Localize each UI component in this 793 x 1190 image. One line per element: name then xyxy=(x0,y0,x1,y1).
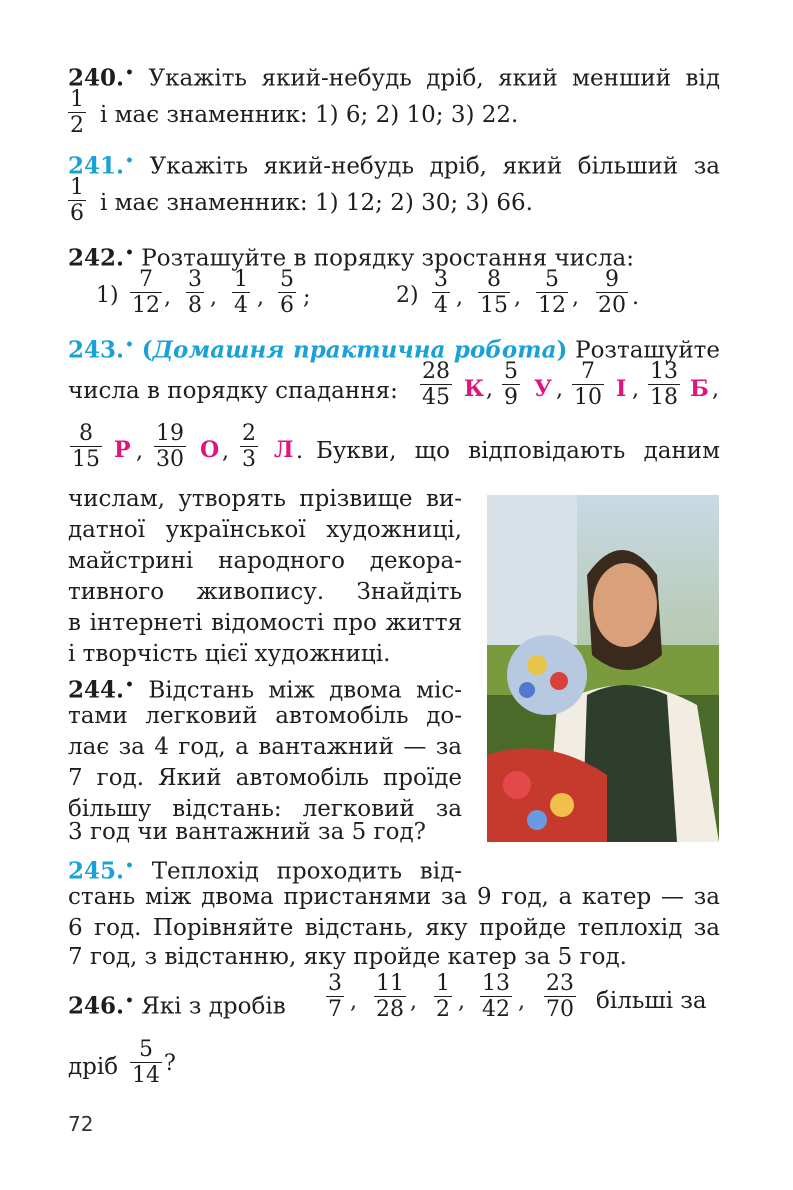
text-line: числам, утворять прізвище ви- xyxy=(68,486,462,512)
problem-243-line2: числа в порядку спадання: xyxy=(68,378,398,404)
fraction: 13 42 xyxy=(482,971,510,1022)
fraction: 3 7 xyxy=(328,971,342,1022)
text-line: більші за xyxy=(596,988,707,1014)
letter-u: У xyxy=(534,376,552,402)
text-line: майстрині народного декора- xyxy=(68,548,462,574)
page-number: 72 xyxy=(68,1112,94,1136)
fraction: 2 3 xyxy=(242,421,256,472)
text-line: лає за 4 год, а вантажний — за xyxy=(68,734,462,760)
fraction: 23 70 xyxy=(546,971,574,1022)
problem-240-number: 240. xyxy=(68,64,125,92)
home-practical-work-label: Домашня практична робота xyxy=(152,336,557,364)
letter-o: О xyxy=(200,437,220,463)
fraction: 7 12 xyxy=(132,267,160,318)
fraction: 1 6 xyxy=(70,175,84,226)
painter-portrait-photo xyxy=(487,495,719,842)
fraction: 7 10 xyxy=(574,359,602,410)
problem-244-line1: 244.• Відстань між двома міс- xyxy=(68,676,462,704)
text-line: тами легковий автомобіль до- xyxy=(68,703,462,729)
fraction: 9 20 xyxy=(598,267,626,318)
problem-242-number: 242. xyxy=(68,244,125,272)
problem-241-line1: 241.• Укажіть який-небудь дріб, який більший за xyxy=(68,152,720,180)
fraction: 8 15 xyxy=(72,421,100,472)
problem-241-number: 241. xyxy=(68,152,125,180)
problem-245-line1: 245.• Теплохід проходить від- xyxy=(68,857,463,885)
problem-243-number: 243. xyxy=(68,336,125,364)
text-line: 7 год. Який автомобіль проїде xyxy=(68,765,462,791)
part-label: 2) xyxy=(396,283,419,308)
part-label: 1) xyxy=(96,283,119,308)
problem-246-number: 246. xyxy=(68,992,125,1020)
fraction: 8 15 xyxy=(480,267,508,318)
fraction: 1 2 xyxy=(70,87,84,138)
text-line: 6 год. Порівняйте відстань, яку пройде теплохід за xyxy=(68,915,720,941)
letter-r: Р xyxy=(114,437,131,463)
fraction: 1 2 xyxy=(436,971,450,1022)
problem-242-line1: 242.• Розташуйте в порядку зростання числа: xyxy=(68,244,634,272)
text-line: більшу відстань: легковий за xyxy=(68,796,462,822)
problem-245-number: 245. xyxy=(68,857,125,885)
text-line: в інтернеті відомості про життя xyxy=(68,610,462,636)
problem-240-line1: 240.• Укажіть який-небудь дріб, який менший від xyxy=(68,64,720,92)
problem-244-number: 244. xyxy=(68,676,125,704)
problem-241-line2: і має знаменник: 1) 12; 2) 30; 3) 66. xyxy=(100,190,533,216)
problem-240-line2: і має знаменник: 1) 6; 2) 10; 3) 22. xyxy=(100,102,519,128)
problem-241-text: Укажіть який-небудь дріб, який більший за xyxy=(149,153,720,180)
text-line: 7 год, з відстанню, яку пройде катер за 5 год. xyxy=(68,944,627,970)
problem-246-line1: 246.• Які з дробів xyxy=(68,992,286,1020)
text-line: датної української художниці, xyxy=(68,517,462,543)
fraction: 5 12 xyxy=(538,267,566,318)
problem-243-line3-tail: Букви, що відповідають даним xyxy=(316,438,720,464)
letter-i: І xyxy=(616,376,627,402)
text-line: тивного живопису. Знайдіть xyxy=(68,579,462,605)
fraction: 28 45 xyxy=(422,359,450,410)
text-line: стань між двома пристанями за 9 год, а катер — за xyxy=(68,884,720,910)
fraction: 19 30 xyxy=(156,421,184,472)
fraction: 3 8 xyxy=(188,267,202,318)
problem-243-line1: 243.• (Домашня практична робота) Розташуйте xyxy=(68,336,720,364)
letter-k: К xyxy=(464,376,485,402)
letter-b: Б xyxy=(690,376,709,402)
fraction: 13 18 xyxy=(650,359,678,410)
text-line: 3 год чи вантажний за 5 год? xyxy=(68,819,426,845)
fraction: 5 6 xyxy=(280,267,294,318)
fraction: 3 4 xyxy=(434,267,448,318)
text-line: дріб xyxy=(68,1054,119,1080)
letter-l: Л xyxy=(274,437,294,463)
problem-240-text: Укажіть який-небудь дріб, який менший від xyxy=(148,65,720,92)
fraction: 5 14 xyxy=(132,1037,160,1088)
fraction: 5 9 xyxy=(504,359,518,410)
text-line: і творчість цієї художниці. xyxy=(68,641,391,667)
fraction: 1 4 xyxy=(234,267,248,318)
fraction: 11 28 xyxy=(376,971,404,1022)
